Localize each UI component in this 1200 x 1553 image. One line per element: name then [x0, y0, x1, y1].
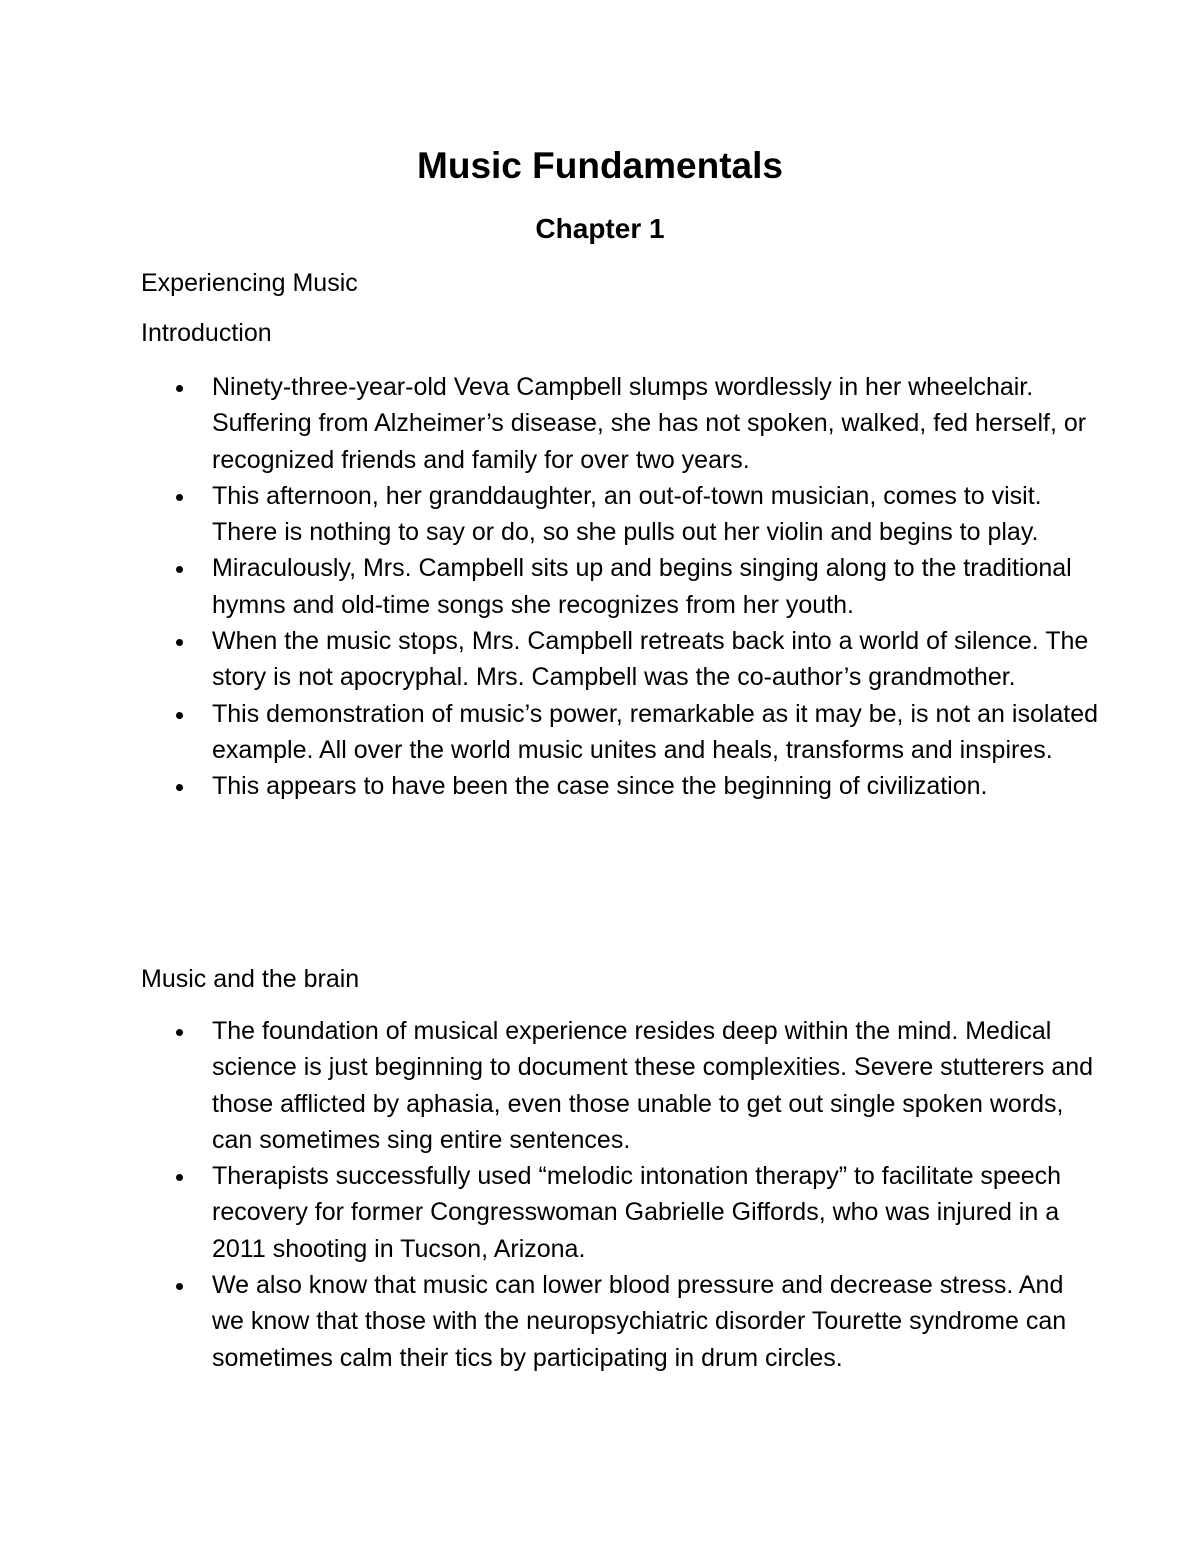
list-item — [141, 768, 1101, 804]
list-item — [141, 1013, 1101, 1158]
bullet-icon — [176, 494, 183, 501]
bullet-icon — [176, 1174, 183, 1181]
list-item — [141, 1267, 1101, 1376]
list-item — [141, 369, 1101, 478]
bullet-text: This afternoon, her granddaughter, an out-of-town musician, comes to visit. There is nothing to say or do, so she pulls out her violin and begins to play. — [212, 481, 1042, 547]
bullet-icon — [176, 712, 183, 719]
bullet-icon — [176, 566, 183, 573]
bullet-icon — [176, 639, 183, 646]
bullet-text: Therapists successfully used “melodic intonation therapy” to facilitate speech recovery for former Congresswoman Gabrielle Giffords, who was injured in a 2011 shooting in Tucson, Arizona. — [212, 1162, 1062, 1263]
chapter-subtitle: Chapter 1 — [535, 213, 665, 244]
intro-heading: Introduction — [141, 319, 272, 347]
list-item — [141, 623, 1101, 696]
intro-bullet-list — [141, 369, 1101, 805]
bullet-text: The foundation of musical experience resides deep within the mind. Medical science is just beginning to document these complexities. Severe stutterers and those afflicted by aphasia, even those unable to get out single spoken words, can sometimes sing entire sentences. — [212, 1017, 1094, 1154]
bullet-text: When the music stops, Mrs. Campbell retreats back into a world of silence. The story is not apocryphal. Mrs. Campbell was the co-author’s grandmother. — [212, 627, 1089, 692]
bullet-text: Miraculously, Mrs. Campbell sits up and begins singing along to the traditional hymns and old-time songs she recognizes from her youth. — [212, 554, 1072, 619]
brain-bullet-list — [141, 1013, 1101, 1376]
bullet-icon — [176, 385, 183, 392]
bullet-text: We also know that music can lower blood pressure and decrease stress. And we know that those with the neuropsychiatric disorder Tourette syndrome can sometimes calm their tics by participating in drum circles. — [212, 1271, 1067, 1372]
brain-heading: Music and the brain — [141, 965, 360, 993]
list-item — [141, 696, 1101, 769]
bullet-text: Ninety-three-year-old Veva Campbell slumps wordlessly in her wheelchair. Suffering from Alzheimer’s disease, she has not spoken, walked, fed herself, or recognized friends and family for over two years. — [212, 373, 1087, 474]
document-title: Music Fundamentals — [417, 145, 783, 186]
bullet-icon — [176, 1029, 183, 1036]
list-item — [141, 478, 1101, 551]
section-heading: Experiencing Music — [141, 269, 358, 297]
bullet-text: This demonstration of music’s power, remarkable as it may be, is not an isolated example. All over the world music unites and heals, transforms and inspires. — [212, 699, 1099, 764]
bullet-icon — [176, 784, 183, 791]
bullet-icon — [176, 1283, 183, 1290]
list-item — [141, 550, 1101, 623]
list-item — [141, 1158, 1101, 1267]
bullet-text: This appears to have been the case since the beginning of civilization. — [212, 772, 988, 801]
